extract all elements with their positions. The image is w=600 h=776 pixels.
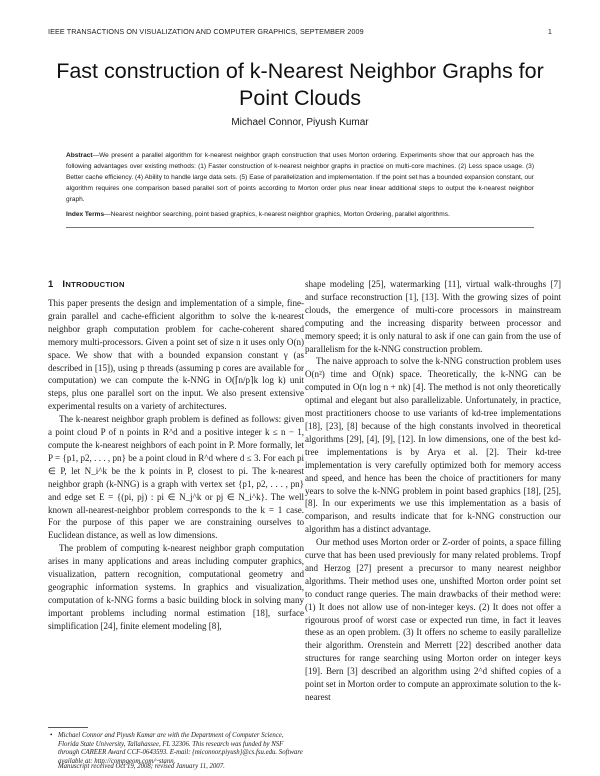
paragraph: shape modeling [25], watermarking [11], virtual walk-throughs [7] and surface reconstruction [1], [13]. With the growing sizes of point clouds, the emergence of multi-core processors in mainstream computing and the increasing disparity between processor and memory speed; it is only natural to ask if one can gain from the use of parallelism for the k-NNG construction problem. — [305, 279, 561, 354]
index-terms-label: Index Terms — [66, 211, 105, 218]
page-number: 1 — [547, 27, 552, 36]
section-heading — [48, 279, 125, 290]
paper-title: Fast construction of k-Nearest Neighbor Graphs for Point Clouds — [56, 59, 544, 110]
right-column — [305, 278, 561, 704]
footnote-text: Michael Connor and Piyush Kumar are with the Department of Computer Science, Florida State University, Tallahassee, FL 32306. This research was funded by NSF through CAREER Award CCF-0643593. E-mail: {miconnor,piyush}@cs.fsu.edu. Software available at: http://compgeom.com/~stann. — [58, 732, 303, 765]
paper-authors: Michael Connor, Piyush Kumar — [231, 117, 369, 128]
footnote-bullet: • — [50, 731, 53, 739]
left-column — [48, 278, 304, 633]
paragraph: This paper presents the design and implementation of a simple, fine-grain parallel and cache-efficient algorithm to solve the k-nearest neighbor graph computation problem for cache-coherent shared memory multi-processors. Given a point set of size n it uses only O(n) space. We show that with a bounded expansion constant γ (as described in [15]), using p threads (assuming p cores are available for computation) we can compute the k-NNG in O(⌈n/p⌉k log k) unit steps, plus one parallel sort on the input. We also present extensive experimental results on a variety of architectures. — [48, 298, 304, 412]
journal-name: IEEE TRANSACTIONS ON VISUALIZATION AND COMPUTER GRAPHICS, SEPTEMBER 2009 — [48, 27, 364, 36]
paragraph: The k-nearest neighbor graph problem is defined as follows: given a point cloud P of n points in R^d and a positive integer k ≤ n − 1, compute the k-nearest neighbors of each point in P. More formally, let P = {p1, p2, . . . , pn} be a point cloud in R^d where d ≤ 3. For each pi ∈ P, let N_i^k be the k points in P, closest to pi. The k-nearest neighbor graph (k-NNG) is a graph with vertex set {p1, p2, . . . , pn} and edge set E = {(pi, pj) : pi ∈ N_j^k or pj ∈ N_i^k}. The well known all-nearest-neighbor problem corresponds to the k = 1 case. For the purpose of this paper we are constraining ourselves to Euclidean distance, as well as low dimensions. — [48, 414, 304, 541]
index-terms-text: —Nearest neighbor searching, point based graphics, k-nearest neighbor graphics, Morton Ordering, parallel algorithms. — [104, 211, 450, 218]
paragraph: Our method uses Morton order or Z-order of points, a space filling curve that has been used previously for many related problems. Tropf and Herzog [27] present a precursor to many nearest neighbor algorithms. Their method uses one, unshifted Morton order point set to conduct range queries. The main drawbacks of their method were: (1) It does not allow use of non-integer keys. (2) It does not offer a rigourous proof of worst case or expected run time, in fact it leaves these as an open problem. (3) It offers no scheme to easily parallelize their algorithm. Orenstein and Merrett [22] described another data structures for range searching using Morton order on integer keys [19]. Bern [3] described an algorithm using 2^d shifted copies of a point set in Morton order to compute an approximate solution to the k-nearest — [305, 537, 561, 702]
abstract-divider — [66, 227, 534, 228]
paragraph: The problem of computing k-nearest neighbor graph computation arises in many applications and areas including computer graphics, visualization, pattern recognition, computational geometry and geographic information systems. In graphics and visualization, computation of k-NNG forms a basic building block in solving many important problems including normal estimation [18], surface simplification [24], finite element modeling [8], — [48, 543, 304, 631]
abstract — [66, 150, 534, 205]
abstract-text: —We present a parallel algorithm for k-nearest neighbor graph construction that uses Morton ordering. Experiments show that our approach has the following advantages over existing methods: (1) Faster construction of k-nearest neighbor graphs in practice on multi-core machines. (2) Less space usage. (3) Better cache efficiency. (4) Ability to handle large data sets. (5) Ease of parallelization and implementation. If the point set has a bounded expansion constant, our algorithm requires one comparison based parallel sort of points according to Morton order plus near linear additional steps to output the k-nearest neighbor graph. — [66, 152, 534, 204]
index-terms — [66, 209, 534, 220]
section-number: 1 — [48, 279, 54, 290]
footnote-divider — [48, 727, 88, 728]
section-title-rest: NTRODUCTION — [65, 280, 125, 289]
running-header — [48, 27, 552, 36]
author-footnote — [48, 732, 304, 766]
section-title-initial: I — [62, 279, 66, 290]
paragraph: The naive approach to solve the k-NNG construction problem uses O(n²) time and O(nk) space. Theoretically, the k-NNG can be computed in O(n log n + nk) [4]. The method is not only theoretically optimal and elegant but also parallelizable. Unfortunately, in practice, most practitioners choose to use variants of kd-tree implementations [18], [23], [8] because of the high constants involved in theoretical algorithms [29], [4], [9], [12]. In low dimensions, one of the best kd-tree implementations is by Arya et al. [2]. Their kd-tree implementation is very carefully optimized both for memory access and speed, and hence has been the choice of practitioners for many years to solve the k-NNG problem in point based graphics [18], [25], [8]. In our experiments we use this implementation as a basis of comparison, and results indicate that for k-NNG construction our algorithm has a distinct advantage. — [305, 356, 561, 535]
manuscript-received: Manuscript received Oct 19, 2008; revised January 11, 2007. — [58, 763, 225, 770]
abstract-label: Abstract — [66, 152, 93, 159]
